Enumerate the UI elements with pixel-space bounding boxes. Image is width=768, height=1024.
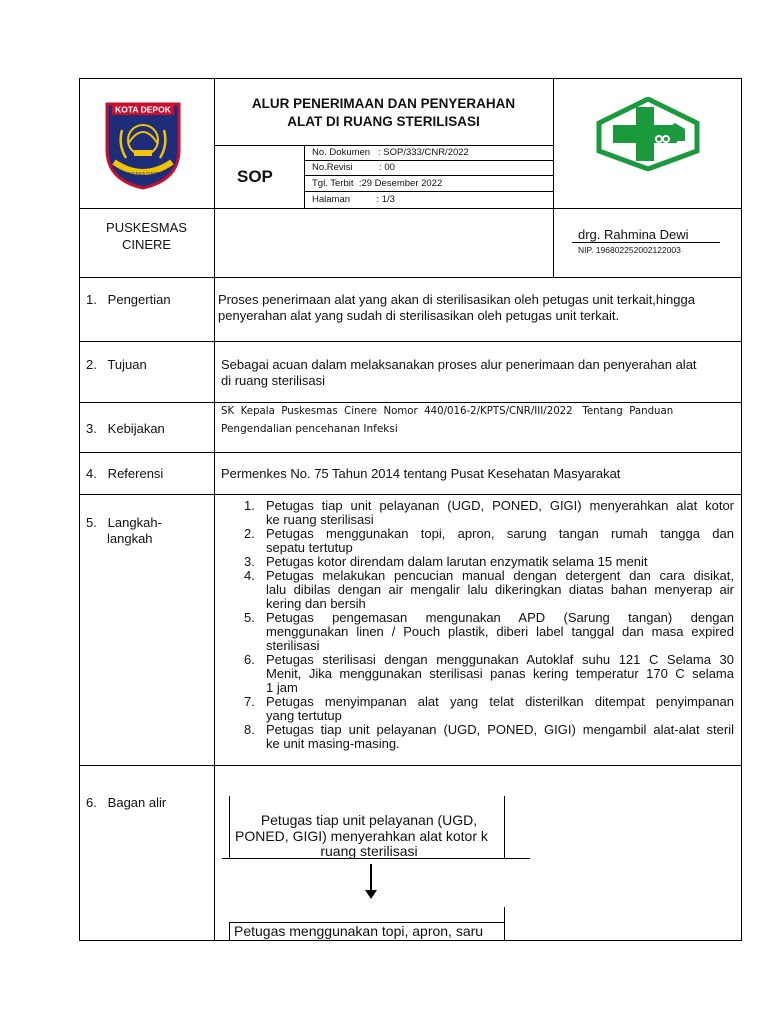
document-title-line1: ALUR PENERIMAAN DAN PENYERAHAN xyxy=(251,96,516,111)
kebijakan-label: 3. Kebijakan xyxy=(86,421,165,436)
kebijakan-text-line1: SK Kepala Puskesmas Cinere Nomor 440/016-2/KPTS/CNR/III/2022 Tentang Panduan xyxy=(221,406,674,417)
org-row-bottom-border xyxy=(79,277,742,278)
pengertian-text-line1: Proses penerimaan alat yang akan di sterilisasikan oleh petugas unit terkait,hingga xyxy=(218,292,695,307)
row-divider-5 xyxy=(79,765,742,766)
sop-label: SOP xyxy=(237,167,273,186)
step-number: 5. xyxy=(244,610,255,625)
table-bottom-border xyxy=(79,940,742,941)
flowchart-box-2-line1: Petugas menggunakan topi, apron, saru xyxy=(234,923,484,939)
row-divider-3 xyxy=(79,452,742,453)
step-text-line: Petugas sterilisasi dengan menggunakan Autoklaf suhu 121 C Selama 30 xyxy=(266,652,734,667)
flowchart-connector-line xyxy=(222,858,504,859)
step-text-line: Menit, Jika menggunakan sterilisasi panas kering temperatur 170 C selama xyxy=(266,666,734,681)
step-text-line: 1 jam xyxy=(266,680,298,695)
tujuan-text-line1: Sebagai acuan dalam melaksanakan proses alur penerimaan dan penyerahan alat xyxy=(221,357,697,372)
flowchart-box-1-line3: ruang sterilisasi xyxy=(320,843,418,858)
header-bottom-border xyxy=(79,208,742,209)
puskesmas-logo xyxy=(595,97,701,171)
step-text-line: Petugas tiap unit pelayanan (UGD, PONED, GIGI) mengambil alat-alat steril xyxy=(266,722,734,737)
flowchart-box-1-clip xyxy=(229,808,504,858)
tujuan-text-line2: di ruang sterilisasi xyxy=(221,373,326,388)
step-text-line: ke ruang sterilisasi xyxy=(266,512,374,527)
signatory-underline xyxy=(572,242,720,243)
step-item xyxy=(244,723,734,751)
pengertian-label: 1. Pengertian xyxy=(86,292,171,307)
org-name-line1: PUSKESMAS xyxy=(106,220,187,235)
signatory-name: drg. Rahmina Dewi xyxy=(578,227,689,242)
pengertian-text-line2: penyerahan alat yang sudah di sterilisasikan oleh petugas unit terkait. xyxy=(218,308,620,323)
document-title-line2: ALAT DI RUANG STERILISASI xyxy=(287,114,480,129)
meta-line-2 xyxy=(304,175,553,176)
step-item xyxy=(244,555,734,569)
meta-line-1 xyxy=(304,160,553,161)
bagan-alir-label: 6. Bagan alir xyxy=(86,795,167,810)
langkah-label-line2: langkah xyxy=(107,531,153,546)
flowchart-box-2-right-edge xyxy=(504,907,505,940)
langkah-steps-list xyxy=(244,499,734,751)
step-item xyxy=(244,499,734,527)
row-divider-2 xyxy=(79,402,742,403)
step-text-line: Petugas menggunakan topi, apron, sarung tangan rumah tangga dan xyxy=(266,526,734,541)
table-top-border xyxy=(79,78,742,79)
meta-no-revisi: No.Revisi : 00 xyxy=(312,162,395,173)
tujuan-label: 2. Tujuan xyxy=(86,357,147,372)
langkah-label-line1: 5. Langkah- xyxy=(86,515,162,530)
step-number: 6. xyxy=(244,652,255,667)
meta-line-3 xyxy=(304,191,553,192)
kebijakan-text-line2: Pengendalian pencehanan Infeksi xyxy=(221,423,398,435)
step-text-line: Petugas melakukan pencucian manual dengan detergent dan cara disikat, xyxy=(266,568,734,583)
step-number: 7. xyxy=(244,694,255,709)
flowchart-box-1-right-edge xyxy=(504,796,505,858)
step-number: 8. xyxy=(244,722,255,737)
logo-left-text-bottom: PANCARA DARMA xyxy=(121,172,165,178)
signatory-nip: NIP. 196802252002122003 xyxy=(578,245,681,255)
step-item xyxy=(244,527,734,555)
referensi-text: Permenkes No. 75 Tahun 2014 tentang Pusat Kesehatan Masyarakat xyxy=(221,466,621,481)
step-item xyxy=(244,569,734,611)
flowchart-box-1-line1: Petugas tiap unit pelayanan (UGD, xyxy=(260,812,478,828)
sop-cell-divider xyxy=(304,145,305,208)
step-text-line: menggunakan linen / Pouch plastik, diberi label tanggal dan masa expired xyxy=(266,624,734,639)
step-number: 4. xyxy=(244,568,255,583)
row-divider-4 xyxy=(79,494,742,495)
logo-left-text-top: KOTA DEPOK xyxy=(115,104,171,115)
step-number: 2. xyxy=(244,526,255,541)
step-text-line: Petugas pengemasan mengunakan APD (Sarung tangan) dengan xyxy=(266,610,734,625)
step-text-line: lalu dibilas dengan air mengalir lalu dikeringkan diatas bahan menyerap air xyxy=(266,582,734,597)
meta-tgl-terbit: Tgl. Terbit :29 Desember 2022 xyxy=(312,178,443,189)
title-bottom-border xyxy=(214,145,553,146)
step-item xyxy=(244,653,734,695)
step-text-line: yang tertutup xyxy=(266,708,342,723)
flowchart-box-1-left-edge xyxy=(229,808,230,858)
step-item xyxy=(244,611,734,653)
step-text-line: Petugas tiap unit pelayanan (UGD, PONED, GIGI) menyerahkan alat kotor xyxy=(266,498,734,513)
flowchart-box-1-line2: PONED, GIGI) menyerahkan alat kotor k xyxy=(235,828,488,844)
org-name-line2: CINERE xyxy=(121,237,172,252)
step-text-line: kering dan bersih xyxy=(266,596,366,611)
step-number: 3. xyxy=(244,554,255,569)
step-item xyxy=(244,695,734,723)
meta-no-dokumen: No. Dokumen : SOP/333/CNR/2022 xyxy=(312,147,469,158)
step-text-line: ke unit masing-masing. xyxy=(266,736,400,751)
step-text-line: sepatu tertutup xyxy=(266,540,353,555)
step-number: 1. xyxy=(244,498,255,513)
table-col-divider xyxy=(214,78,215,941)
flowchart-arrow-down xyxy=(364,864,378,900)
meta-halaman: Halaman : 1/3 xyxy=(312,194,395,205)
step-text-line: Petugas kotor direndam dalam larutan enzymatik selama 15 menit xyxy=(266,554,648,569)
step-text-line: sterilisasi xyxy=(266,638,320,653)
header-logo-right-divider xyxy=(553,78,554,278)
referensi-label: 4. Referensi xyxy=(86,466,164,481)
step-text-line: Petugas menyimpanan alat yang telat disterilkan ditempat penyimpanan xyxy=(266,694,734,709)
kota-depok-logo xyxy=(104,100,182,190)
flowchart-box-2-clip xyxy=(230,923,504,940)
table-left-border xyxy=(79,78,80,941)
table-right-border xyxy=(741,78,742,941)
row-divider-1 xyxy=(79,341,742,342)
